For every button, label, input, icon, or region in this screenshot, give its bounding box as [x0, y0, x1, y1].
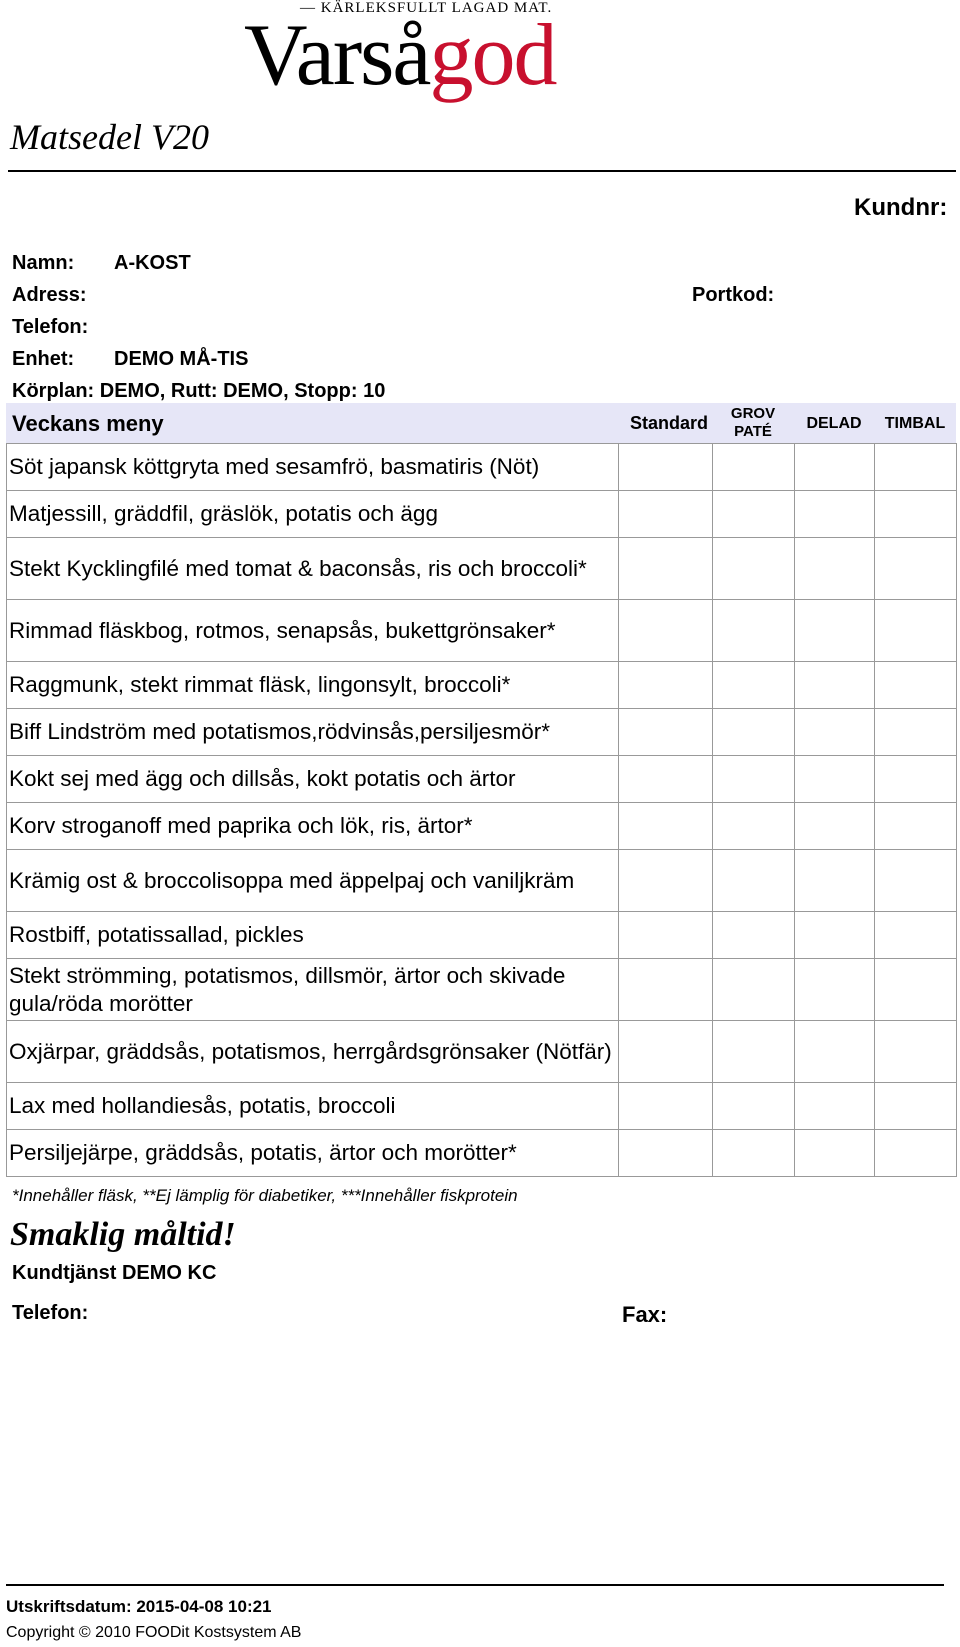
order-box-timbal[interactable] — [875, 444, 957, 491]
order-box-timbal[interactable] — [875, 1021, 957, 1083]
unit-value: DEMO MÅ-TIS — [114, 348, 249, 370]
meal-name: Oxjärpar, gräddsås, potatismos, herrgårdsgrönsaker (Nötfär) — [7, 1021, 619, 1083]
order-box-delad[interactable] — [795, 491, 875, 538]
order-box-standard[interactable] — [619, 959, 713, 1021]
col-grov-pate: GROV PATÉ — [730, 405, 776, 440]
customer-service: Kundtjänst DEMO KC — [12, 1262, 217, 1284]
meal-row — [7, 444, 957, 491]
meal-name: Rostbiff, potatissallad, pickles — [7, 912, 619, 959]
order-box-standard[interactable] — [619, 662, 713, 709]
meal-row — [7, 600, 957, 662]
order-box-timbal[interactable] — [875, 1130, 957, 1177]
order-box-standard[interactable] — [619, 1083, 713, 1130]
kundnr-label: Kundnr: — [854, 194, 948, 221]
order-box-delad[interactable] — [795, 850, 875, 912]
smaklig-maltid: Smaklig måltid! — [10, 1216, 236, 1253]
order-box-standard[interactable] — [619, 912, 713, 959]
meal-name: Rimmad fläskbog, rotmos, senapsås, bukettgrönsaker* — [7, 600, 619, 662]
order-box-delad[interactable] — [795, 1130, 875, 1177]
order-box-grov-pate[interactable] — [713, 1130, 795, 1177]
order-box-standard[interactable] — [619, 600, 713, 662]
order-box-timbal[interactable] — [875, 803, 957, 850]
order-box-standard[interactable] — [619, 850, 713, 912]
meal-name: Kokt sej med ägg och dillsås, kokt potatis och ärtor — [7, 756, 619, 803]
order-box-timbal[interactable] — [875, 756, 957, 803]
meal-row — [7, 491, 957, 538]
order-box-delad[interactable] — [795, 756, 875, 803]
order-box-grov-pate[interactable] — [713, 803, 795, 850]
order-box-timbal[interactable] — [875, 912, 957, 959]
copyright: Copyright © 2010 FOODit Kostsystem AB — [6, 1624, 302, 1641]
meal-row — [7, 1021, 957, 1083]
order-box-grov-pate[interactable] — [713, 662, 795, 709]
order-box-timbal[interactable] — [875, 662, 957, 709]
order-box-timbal[interactable] — [875, 491, 957, 538]
order-box-grov-pate[interactable] — [713, 1021, 795, 1083]
meal-name: Korv stroganoff med paprika och lök, ris, ärtor* — [7, 803, 619, 850]
name-label: Namn: — [12, 252, 75, 274]
meal-name: Raggmunk, stekt rimmat fläsk, lingonsylt, broccoli* — [7, 662, 619, 709]
page-title: Matsedel V20 — [10, 117, 209, 157]
order-box-standard[interactable] — [619, 709, 713, 756]
logo-tagline: — KÄRLEKSFULLT LAGAD MAT. — [300, 0, 553, 16]
order-box-delad[interactable] — [795, 1021, 875, 1083]
order-box-grov-pate[interactable] — [713, 491, 795, 538]
order-box-grov-pate[interactable] — [713, 850, 795, 912]
order-box-delad[interactable] — [795, 600, 875, 662]
bottom-divider — [6, 1584, 944, 1586]
order-box-delad[interactable] — [795, 803, 875, 850]
order-box-grov-pate[interactable] — [713, 1083, 795, 1130]
order-box-timbal[interactable] — [875, 959, 957, 1021]
portkod-label: Portkod: — [692, 284, 775, 306]
order-box-standard[interactable] — [619, 538, 713, 600]
meal-name: Matjessill, gräddfil, gräslök, potatis och ägg — [7, 491, 619, 538]
logo-black-part: Varså — [244, 7, 430, 104]
order-box-delad[interactable] — [795, 538, 875, 600]
unit-label: Enhet: — [12, 348, 75, 370]
logo-red-part: god — [429, 7, 556, 104]
order-box-grov-pate[interactable] — [713, 538, 795, 600]
order-box-grov-pate[interactable] — [713, 709, 795, 756]
meal-row — [7, 1130, 957, 1177]
meal-table — [6, 443, 957, 1177]
order-box-standard[interactable] — [619, 444, 713, 491]
print-date: Utskriftsdatum: 2015-04-08 10:21 — [6, 1597, 272, 1616]
order-box-delad[interactable] — [795, 709, 875, 756]
order-box-delad[interactable] — [795, 1083, 875, 1130]
top-divider — [8, 170, 956, 172]
route-info: Körplan: DEMO, Rutt: DEMO, Stopp: 10 — [12, 380, 386, 402]
order-box-grov-pate[interactable] — [713, 600, 795, 662]
order-box-delad[interactable] — [795, 662, 875, 709]
order-box-standard[interactable] — [619, 803, 713, 850]
meal-row — [7, 538, 957, 600]
meal-row — [7, 756, 957, 803]
meal-row — [7, 709, 957, 756]
meal-name: Persiljejärpe, gräddsås, potatis, ärtor och morötter* — [7, 1130, 619, 1177]
order-box-timbal[interactable] — [875, 709, 957, 756]
order-box-timbal[interactable] — [875, 1083, 957, 1130]
phone-label: Telefon: — [12, 316, 89, 338]
col-timbal: TIMBAL — [884, 415, 946, 432]
order-box-delad[interactable] — [795, 444, 875, 491]
brand-logo — [244, 8, 555, 104]
fax-label: Fax: — [622, 1302, 668, 1327]
order-box-timbal[interactable] — [875, 538, 957, 600]
order-box-grov-pate[interactable] — [713, 444, 795, 491]
meal-name: Stekt Kycklingfilé med tomat & baconsås, ris och broccoli* — [7, 538, 619, 600]
meal-row — [7, 803, 957, 850]
order-box-grov-pate[interactable] — [713, 912, 795, 959]
meal-name: Biff Lindström med potatismos,rödvinsås,persiljesmör* — [7, 709, 619, 756]
meal-row — [7, 1083, 957, 1130]
meal-row — [7, 662, 957, 709]
col-delad: DELAD — [806, 415, 862, 432]
meal-name: Lax med hollandiesås, potatis, broccoli — [7, 1083, 619, 1130]
meal-row — [7, 959, 957, 1021]
footnote: *Innehåller fläsk, **Ej lämplig för diabetiker, ***Innehåller fiskprotein — [12, 1186, 518, 1205]
meal-name: Krämig ost & broccolisoppa med äppelpaj och vaniljkräm — [7, 850, 619, 912]
address-label: Adress: — [12, 284, 87, 306]
order-box-delad[interactable] — [795, 959, 875, 1021]
menu-header-title: Veckans meny — [12, 411, 164, 436]
meal-row — [7, 850, 957, 912]
footer-phone-label: Telefon: — [12, 1302, 89, 1324]
meal-name: Stekt strömming, potatismos, dillsmör, ärtor och skivade gula/röda morötter — [7, 959, 619, 1021]
meal-name: Söt japansk köttgryta med sesamfrö, basmatiris (Nöt) — [7, 444, 619, 491]
col-standard: Standard — [629, 413, 708, 433]
order-box-standard[interactable] — [619, 491, 713, 538]
order-box-grov-pate[interactable] — [713, 756, 795, 803]
meal-row — [7, 912, 957, 959]
order-box-standard[interactable] — [619, 756, 713, 803]
order-box-grov-pate[interactable] — [713, 959, 795, 1021]
order-box-timbal[interactable] — [875, 600, 957, 662]
order-box-standard[interactable] — [619, 1130, 713, 1177]
order-box-standard[interactable] — [619, 1021, 713, 1083]
order-box-timbal[interactable] — [875, 850, 957, 912]
order-box-delad[interactable] — [795, 912, 875, 959]
name-value: A-KOST — [114, 252, 191, 274]
